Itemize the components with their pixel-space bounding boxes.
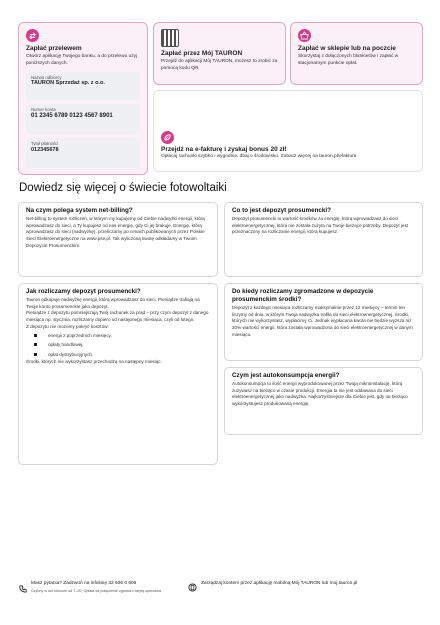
recipient-label: Nazwa odbiorcy (31, 75, 62, 80)
deposit-question: Co to jest depozyt prosumencki? (232, 207, 332, 214)
shop-card (290, 22, 423, 85)
deposit-answer: Depozyt prosumencki to wartość środków za energię, którą wprowadzasz do sieci elektroenergetycznej, która nie została zużyta na Twoje bieżące potrzeby. Depozyt jest przeznaczony na rozliczanie energii, którą kupujesz. (232, 216, 409, 235)
transfer-desc: Otwórz aplikację Twojego banku, a do przelewu użyj poniższych danych. (26, 54, 138, 66)
footer-manage: Zarządzaj kontem przez aplikację mobilną Mój TAURON lub moj.tauron.pl (201, 581, 358, 586)
transfer-card (18, 22, 148, 175)
autocons-answer: Autokonsumpcja to ilość energii wyprodukowanej przez Twoją mikroinstalację, którą zużywasz na bieżąco w czasie produkcji. Energia ta nie jest oddawana do sieci elektroenergetycznej jako nadwyżka. Najkorzystniejsze dla Ciebie jest, gdy na bieżąco wykorzystujesz produkowaną energię. (232, 381, 408, 407)
faq-deposit (224, 202, 423, 277)
netbilling-question: Na czym polega system net-billing? (26, 207, 133, 214)
app-desc: Przejdź do aplikacji Mój TAURON, możesz to zrobić za pomocą kodu QR. (161, 59, 278, 71)
account-value: 01 2345 6789 0123 4567 8901 (31, 113, 113, 119)
account-field (26, 104, 140, 134)
app-card (153, 22, 286, 85)
recipient-field (26, 72, 140, 100)
footer-question: Masz pytania? Zadzwoń na infolinię 32 606 0 606 (31, 581, 137, 586)
excluded-costs-list (26, 331, 210, 360)
faq-when (224, 283, 423, 361)
subject-field (26, 138, 140, 168)
list-item: opłat dystrybucyjnych. (48, 350, 210, 360)
when-answer: Depozyt z każdego miesiąca rozliczamy maksymalnie przez 12 miesięcy – termin ten liczymy od dnia, w którym Twoja nadwyżka trafiła do sieci elektroenergetycznej. Środki, których nie wykorzystasz, wypłacimy Ci. Jednak wypłacana kwota nie będzie wyższa niż 20% wartości energii, która została wprowadzona do sieci elektroenergetycznej w danym miesiącu. (232, 305, 413, 337)
efaktura-card (153, 90, 423, 172)
app-title: Zapłać przez Mój TAURON (161, 50, 243, 57)
list-item: energii z poprzednich miesięcy, (48, 331, 210, 341)
section-title: Dowiedz się więcej o świecie fotowoltaiki (19, 182, 227, 194)
recipient-value: TAURON Sprzedaż sp. z o.o. (31, 80, 105, 86)
subject-value: 012345678 (31, 147, 59, 153)
shop-icon (298, 29, 311, 42)
shop-title: Zapłać w sklepie lub na poczcie (298, 45, 396, 52)
efaktura-title: Przejdź na e-fakturę i zyskaj bonus 20 zł! (161, 146, 287, 153)
faq-netbilling (18, 202, 218, 277)
settle-answer-4: Środki, których nie wykorzystasz przechodzą na następny miesiąc. (26, 359, 162, 365)
transfer-title: Zapłać przelewem (26, 45, 82, 52)
faq-autocons (224, 367, 423, 435)
shop-desc: Skorzystaj z dołączonych blankietów i zapłać w stacjonarnym punkcie opłat. (298, 54, 399, 66)
settle-question: Jak rozliczamy depozyt prosumencki? (26, 288, 141, 295)
app-icon (188, 579, 197, 588)
transfer-icon (26, 29, 39, 42)
settle-answer-3: Z depozytu nie możemy pokryć kosztów: (26, 323, 109, 329)
footer-hours: Czynny w dni robocze od 7–20. Opłata za połączenie zgodna z taryfą operatora. (31, 589, 162, 593)
settle-answer-2: Pieniądze z depozytu pomniejszają Twój rachunek za prąd – przy czym depozyt z danego miesiąca np. stycznia, rozliczamy dopiero od następnego miesiąca, czyli od lutego. (26, 310, 209, 323)
qr-code-icon (161, 29, 179, 47)
efaktura-desc: Opłacaj rachunki szybko i wygodnie, dbaj o środowisko. Zobacz więcej na tauron.pl/efaktura (161, 154, 357, 159)
leaf-icon (161, 131, 174, 144)
faq-settle (18, 283, 218, 465)
netbilling-answer: Net-billing to system rozliczeń, w którym my kupujemy od Ciebie nadwyżki energii, którą wprowadzasz do sieci, a Ty kupujesz od nas energię, gdy Ci jej brakuje. Energię, którą wprowadzasz do sieci (nadwyżkę), przeliczamy po cenach publikowanych przez Polskie Sieci Elektroenergetyczne na www.pse.pl. Tak wyliczoną kwotę odkładamy w Twoim Depozycie Prosumenckim. (26, 216, 205, 248)
when-question: Do kiedy rozliczamy zgromadzone w depozycie prosumenckim środki? (232, 288, 374, 303)
phone-icon (19, 580, 27, 588)
autocons-question: Czym jest autokonsumpcja energii? (232, 372, 340, 379)
settle-answer-1: Tauron odkupuje nadwyżkę energii, którą wprowadzasz do sieci. Pieniądze trafiają na Twoje konto prosumenckie jako depozyt. (26, 297, 200, 309)
account-label: Numer konta (31, 107, 56, 112)
subject-label: Tytuł płatności (31, 141, 59, 146)
list-item: opłaty handlowej, (48, 340, 210, 350)
